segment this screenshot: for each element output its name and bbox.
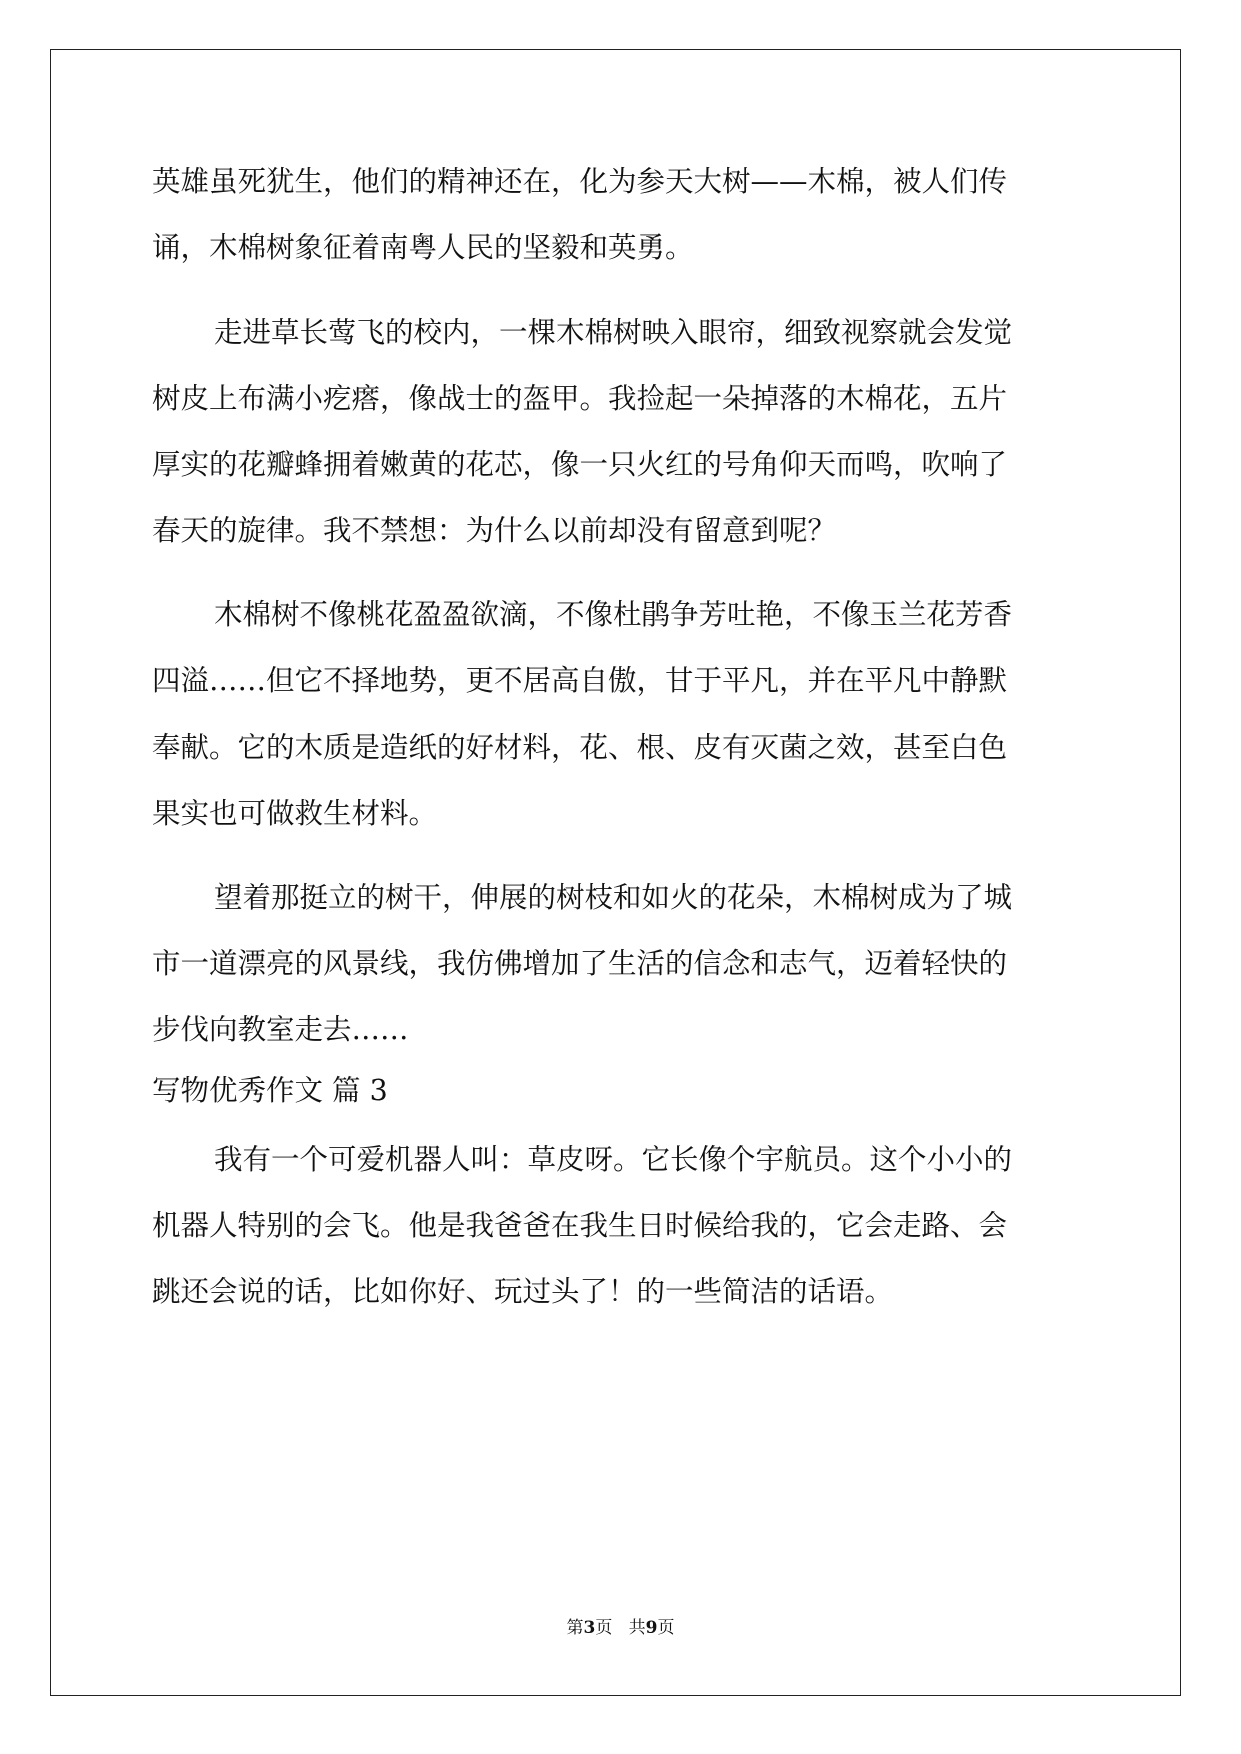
text-line: 步伐向教室走去…… bbox=[152, 1013, 409, 1046]
text-line: 厚实的花瓣蜂拥着嫩黄的花芯，像一只火红的号角仰天而鸣，吹响了 bbox=[152, 448, 1008, 481]
text-line: 奉献。它的木质是造纸的好材料，花、根、皮有灭菌之效，甚至白色 bbox=[152, 731, 1008, 764]
page-border bbox=[50, 49, 1181, 1696]
current-page-number: 3 bbox=[583, 1618, 596, 1638]
text-line: 市一道漂亮的风景线，我仿佛增加了生活的信念和志气，迈着轻快的 bbox=[152, 947, 1008, 980]
text-line: 英雄虽死犹生，他们的精神还在，化为参天大树——木棉，被人们传 bbox=[152, 165, 1008, 198]
footer-middle: 页 共 bbox=[595, 1618, 646, 1638]
footer-prefix: 第 bbox=[566, 1618, 584, 1638]
text-line: 望着那挺立的树干，伸展的树枝和如火的花朵，木棉树成为了城 bbox=[214, 881, 1013, 914]
page-footer bbox=[0, 1617, 1241, 1639]
text-line: 跳还会说的话，比如你好、玩过头了！的一些简洁的话语。 bbox=[152, 1275, 894, 1308]
text-line: 四溢……但它不择地势，更不居高自傲，甘于平凡，并在平凡中静默 bbox=[152, 664, 1008, 697]
section-heading: 写物优秀作文 篇 3 bbox=[152, 1074, 388, 1107]
text-line: 树皮上布满小疙瘩，像战士的盔甲。我捡起一朵掉落的木棉花，五片 bbox=[152, 382, 1008, 415]
text-line: 诵，木棉树象征着南粤人民的坚毅和英勇。 bbox=[152, 231, 694, 264]
text-line: 春天的旋律。我不禁想：为什么以前却没有留意到呢？ bbox=[152, 514, 837, 547]
text-line: 果实也可做救生材料。 bbox=[152, 797, 438, 830]
text-line: 木棉树不像桃花盈盈欲滴，不像杜鹃争芳吐艳，不像玉兰花芳香 bbox=[214, 598, 1013, 631]
text-line: 我有一个可爱机器人叫：草皮呀。它长像个宇航员。这个小小的 bbox=[214, 1143, 1013, 1176]
text-line: 机器人特别的会飞。他是我爸爸在我生日时候给我的，它会走路、会 bbox=[152, 1209, 1008, 1242]
footer-suffix: 页 bbox=[657, 1618, 675, 1638]
text-line: 走进草长莺飞的校内，一棵木棉树映入眼帘，细致视察就会发觉 bbox=[214, 316, 1013, 349]
total-page-count: 9 bbox=[645, 1618, 658, 1638]
